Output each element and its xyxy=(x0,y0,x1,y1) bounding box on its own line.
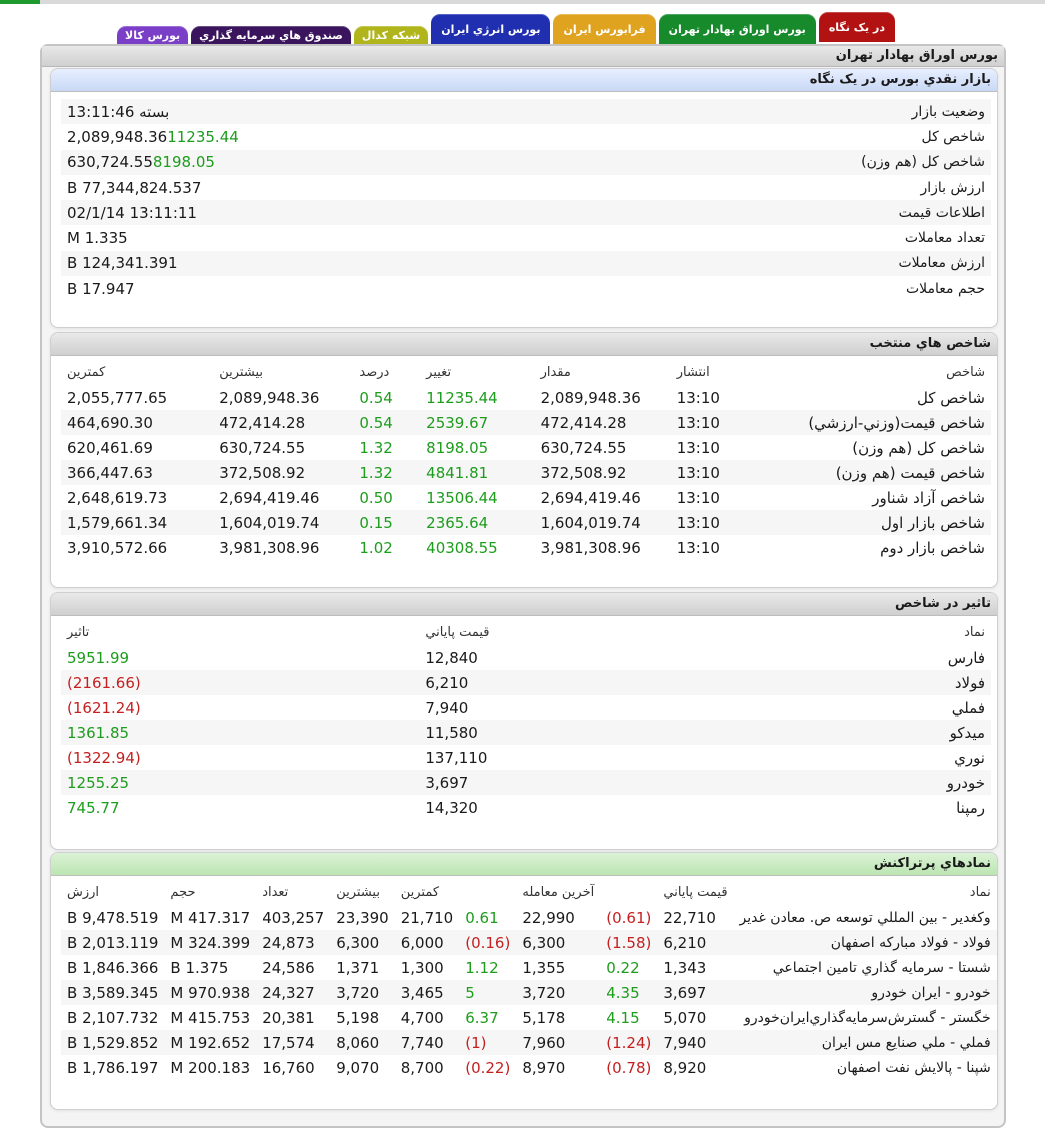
index-cell: 630,724.55 xyxy=(219,438,306,457)
summary-value-cell xyxy=(61,225,610,250)
summary-row xyxy=(61,251,991,276)
indices-header: انتشار xyxy=(671,360,748,385)
market-summary-panel xyxy=(50,68,998,328)
active-high: 23,390 xyxy=(336,908,389,927)
index-impact-title: تاثير در شاخص xyxy=(51,593,997,616)
index-cell: 13:10 xyxy=(676,488,720,507)
active-header: آخرين معامله xyxy=(516,880,600,905)
active-header: تعداد xyxy=(256,880,330,905)
index-row xyxy=(61,510,991,535)
index-cell: 4841.81 xyxy=(420,460,534,485)
active-close-change: (0.61) xyxy=(606,908,652,927)
impact-symbol[interactable]: خودرو xyxy=(787,770,991,795)
index-cell: 13:10 xyxy=(676,388,720,407)
active-volume: 200.183 M xyxy=(170,1058,251,1077)
index-cell: 1,604,019.74 xyxy=(535,510,671,535)
impact-header: نماد xyxy=(787,620,991,645)
summary-value-cell xyxy=(61,276,610,301)
impact-value: 5951.99 xyxy=(67,648,130,667)
impact-header: تاثير xyxy=(61,620,419,645)
active-close-change: 4.35 xyxy=(600,980,657,1005)
page-title: بورس اوراق بهادار تهران xyxy=(42,46,1004,67)
index-cell: شاخص قيمت (هم وزن) xyxy=(747,460,991,485)
active-header xyxy=(600,880,657,905)
index-cell: 630,724.55 xyxy=(540,438,627,457)
index-cell: 372,508.92 xyxy=(535,460,671,485)
active-count: 24,327 xyxy=(256,980,330,1005)
active-last-price: 22,990 xyxy=(522,908,575,927)
top-strip xyxy=(0,0,1045,4)
index-cell: 1.02 xyxy=(359,538,393,557)
summary-row xyxy=(61,175,991,200)
summary-row xyxy=(61,276,991,301)
index-cell: 1.32 xyxy=(353,460,420,485)
active-row xyxy=(61,1030,997,1055)
active-symbol[interactable]: خودرو - ايران خودرو xyxy=(734,980,997,1005)
active-symbol[interactable]: شستا - سرمايه گذاري تامين اجتماعي xyxy=(772,959,991,976)
active-low: 1,300 xyxy=(400,958,444,977)
impact-row xyxy=(61,770,991,795)
indices-header: کمترين xyxy=(61,360,213,385)
impact-row xyxy=(61,795,991,820)
market-summary-table xyxy=(61,99,991,301)
active-high: 6,300 xyxy=(330,930,395,955)
index-row xyxy=(61,460,991,485)
impact-symbol[interactable]: رمپنا xyxy=(956,798,985,817)
index-cell: 2,055,777.65 xyxy=(67,388,168,407)
active-symbol[interactable]: فملي - ملي صنايع مس ايران xyxy=(734,1030,997,1055)
active-high: 8,060 xyxy=(330,1030,395,1055)
active-low: 8,700 xyxy=(400,1058,444,1077)
summary-label: شاخص کل xyxy=(921,128,985,145)
active-volume: 192.652 M xyxy=(164,1030,256,1055)
active-last-price: 3,720 xyxy=(516,980,600,1005)
impact-value: (1621.24) xyxy=(67,698,141,717)
active-row xyxy=(61,1005,997,1030)
active-header: حجم xyxy=(164,880,256,905)
active-close-change: (1.58) xyxy=(600,930,657,955)
summary-label: ارزش بازار xyxy=(920,179,985,196)
indices-header: تغيير xyxy=(420,360,534,385)
index-cell: 2365.64 xyxy=(420,510,534,535)
tab-4[interactable]: شبکه کدال xyxy=(354,26,428,44)
active-symbol[interactable]: شپنا - پالايش نفت اصفهان xyxy=(836,1059,991,1076)
index-impact-table xyxy=(61,620,991,820)
active-header: بيشترين xyxy=(330,880,395,905)
impact-price: 14,320 xyxy=(425,798,478,817)
most-active-table xyxy=(61,880,997,1080)
index-row xyxy=(61,410,991,435)
summary-value: 2,089,948.36 xyxy=(67,127,168,146)
index-cell: 366,447.63 xyxy=(61,460,213,485)
index-cell: 0.15 xyxy=(353,510,420,535)
active-last-change: 0.61 xyxy=(465,908,499,927)
active-value: 9,478.519 B xyxy=(67,908,159,927)
index-cell: 0.54 xyxy=(359,388,393,407)
active-volume: 1.375 B xyxy=(170,958,229,977)
active-volume: 417.317 M xyxy=(170,908,251,927)
summary-value: 17.947 B xyxy=(67,279,135,298)
impact-value: 745.77 xyxy=(67,798,120,817)
impact-price: 137,110 xyxy=(425,748,488,767)
impact-header-row xyxy=(61,620,991,645)
summary-value-cell xyxy=(61,251,610,276)
index-cell: 2,089,948.36 xyxy=(219,388,320,407)
active-count: 24,586 xyxy=(262,958,315,977)
summary-label: تعداد معاملات xyxy=(904,230,985,247)
active-header xyxy=(459,880,516,905)
tab-bar xyxy=(117,14,895,46)
active-header: ارزش xyxy=(61,880,164,905)
impact-row xyxy=(61,670,991,695)
active-low: 21,710 xyxy=(400,908,454,927)
active-last-change: (0.16) xyxy=(459,930,516,955)
active-close-price: 1,343 xyxy=(663,958,707,977)
index-cell: 40308.55 xyxy=(426,538,498,557)
impact-price: 12,840 xyxy=(425,648,478,667)
market-summary-title: بازار نقدي بورس در يک نگاه xyxy=(51,69,997,92)
summary-label: اطلاعات قيمت xyxy=(610,200,992,225)
impact-price: 6,210 xyxy=(419,670,786,695)
impact-value: 1361.85 xyxy=(61,720,419,745)
active-low: 6,000 xyxy=(395,930,460,955)
active-volume: 324.399 M xyxy=(164,930,256,955)
active-high: 3,720 xyxy=(330,980,395,1005)
active-close-price: 8,920 xyxy=(663,1058,707,1077)
summary-label: ارزش معاملات xyxy=(610,251,992,276)
impact-price: 7,940 xyxy=(425,698,469,717)
summary-value: 13:11:11 02/1/14 xyxy=(67,203,197,222)
index-cell: 372,508.92 xyxy=(213,460,353,485)
active-high: 5,198 xyxy=(336,1008,380,1027)
summary-value: 630,724.55 xyxy=(67,153,153,172)
index-cell: 13:10 xyxy=(671,460,748,485)
summary-value-cell xyxy=(61,175,610,200)
summary-value-cell xyxy=(61,124,610,149)
active-close-price: 7,940 xyxy=(657,1030,733,1055)
index-cell: 620,461.69 xyxy=(67,438,153,457)
index-row xyxy=(61,385,991,410)
active-low: 4,700 xyxy=(400,1008,444,1027)
impact-symbol[interactable]: فولاد xyxy=(787,670,991,695)
active-last-price: 8,970 xyxy=(522,1058,566,1077)
index-row xyxy=(61,485,991,510)
impact-symbol[interactable]: فارس xyxy=(947,648,985,667)
active-volume: 415.753 M xyxy=(170,1008,251,1027)
impact-row xyxy=(61,745,991,770)
impact-value: (1322.94) xyxy=(67,748,141,767)
impact-symbol[interactable]: فملي xyxy=(951,698,985,717)
index-row xyxy=(61,435,991,460)
active-value: 3,589.345 B xyxy=(61,980,164,1005)
active-low: 7,740 xyxy=(395,1030,460,1055)
index-cell: 3,981,308.96 xyxy=(540,538,641,557)
impact-value: 1255.25 xyxy=(61,770,419,795)
tab-3[interactable]: بورس انرژي ايران xyxy=(431,14,550,44)
index-row xyxy=(61,535,991,560)
active-close-price: 5,070 xyxy=(663,1008,707,1027)
active-value: 2,013.119 B xyxy=(61,930,164,955)
index-cell: 3,981,308.96 xyxy=(219,538,320,557)
active-row xyxy=(61,955,997,980)
active-high: 9,070 xyxy=(336,1058,380,1077)
index-cell: 472,414.28 xyxy=(213,410,353,435)
index-cell: شاخص بازار اول xyxy=(747,510,991,535)
active-volume: 970.938 M xyxy=(164,980,256,1005)
active-last-change: 5 xyxy=(459,980,516,1005)
summary-row xyxy=(61,124,991,149)
impact-symbol[interactable]: ميدکو xyxy=(787,720,991,745)
summary-label: شاخص کل (هم وزن) xyxy=(610,150,992,175)
index-cell: 1,579,661.34 xyxy=(61,510,213,535)
index-cell: 13:10 xyxy=(671,410,748,435)
active-value: 1,846.366 B xyxy=(67,958,159,977)
summary-label: وضعيت بازار xyxy=(610,99,992,124)
summary-row xyxy=(61,225,991,250)
index-cell: شاخص کل (هم وزن) xyxy=(852,438,985,457)
indices-header: مقدار xyxy=(535,360,671,385)
active-value: 1,786.197 B xyxy=(67,1058,159,1077)
impact-header: قيمت پاياني xyxy=(419,620,786,645)
index-cell: 13:10 xyxy=(676,538,720,557)
active-close-price: 3,697 xyxy=(657,980,733,1005)
active-header-row xyxy=(61,880,997,905)
index-cell: شاخص قيمت(وزني-ارزشي) xyxy=(747,410,991,435)
index-cell: 3,910,572.66 xyxy=(67,538,168,557)
index-cell: 0.50 xyxy=(359,488,393,507)
index-cell: 2,089,948.36 xyxy=(540,388,641,407)
active-low: 3,465 xyxy=(395,980,460,1005)
summary-change: 8198.05 xyxy=(152,153,215,172)
active-count: 403,257 xyxy=(262,908,325,927)
active-last-price: 6,300 xyxy=(516,930,600,955)
tab-5[interactable]: صندوق هاي سرمايه گذاري xyxy=(191,26,351,44)
selected-indices-panel xyxy=(50,332,998,588)
impact-row xyxy=(61,695,991,720)
active-count: 17,574 xyxy=(256,1030,330,1055)
active-last-change: 1.12 xyxy=(465,958,499,977)
tab-1[interactable]: بورس اوراق بهادار تهران xyxy=(659,14,816,44)
active-row xyxy=(61,930,997,955)
active-row xyxy=(61,1055,997,1080)
active-last-price: 7,960 xyxy=(516,1030,600,1055)
index-cell: 0.54 xyxy=(353,410,420,435)
active-close-price: 6,210 xyxy=(657,930,733,955)
summary-value-cell xyxy=(61,200,610,225)
index-cell: 2,648,619.73 xyxy=(67,488,168,507)
tab-0[interactable]: در يک نگاه xyxy=(819,12,895,42)
active-close-change: (0.78) xyxy=(606,1058,652,1077)
index-cell: 1.32 xyxy=(359,438,393,457)
summary-value: 77,344,824.537 B xyxy=(67,178,202,197)
active-symbol[interactable]: وکغدير - بين المللي توسعه ص. معادن غدير xyxy=(739,909,991,926)
index-cell: شاخص کل xyxy=(916,388,985,407)
active-last-change: 6.37 xyxy=(465,1008,499,1027)
active-last-price: 5,178 xyxy=(522,1008,566,1027)
index-cell: 2,694,419.46 xyxy=(540,488,641,507)
index-impact-panel xyxy=(50,592,998,850)
impact-price: 11,580 xyxy=(419,720,786,745)
active-header: قيمت پاياني xyxy=(657,880,733,905)
active-row xyxy=(61,980,997,1005)
active-close-change: (1.24) xyxy=(600,1030,657,1055)
active-close-price: 22,710 xyxy=(663,908,716,927)
active-header: کمترين xyxy=(395,880,460,905)
index-cell: 11235.44 xyxy=(426,388,498,407)
summary-value: 1.335 M xyxy=(67,229,128,248)
indices-header: بيشترين xyxy=(213,360,353,385)
active-symbol[interactable]: خگستر - گسترش‌سرمايه‌گذاري‌ايران‌خودرو xyxy=(744,1009,991,1026)
impact-row xyxy=(61,645,991,670)
tab-2[interactable]: فرابورس ايران xyxy=(553,14,655,44)
summary-row xyxy=(61,99,991,124)
active-header: نماد xyxy=(734,880,997,905)
active-close-change: 0.22 xyxy=(606,958,640,977)
impact-price: 3,697 xyxy=(419,770,786,795)
summary-row xyxy=(61,150,991,175)
most-active-title: نمادهاي پرتراکنش xyxy=(51,853,997,876)
active-count: 20,381 xyxy=(262,1008,315,1027)
top-strip-accent xyxy=(0,0,40,4)
index-cell: 13506.44 xyxy=(426,488,498,507)
active-last-change: (0.22) xyxy=(465,1058,511,1077)
index-cell: 8198.05 xyxy=(426,438,489,457)
summary-row xyxy=(61,200,991,225)
selected-indices-title: شاخص هاي منتخب xyxy=(51,333,997,356)
index-cell: 13:10 xyxy=(671,510,748,535)
most-active-panel xyxy=(50,852,998,1110)
active-close-change: 4.15 xyxy=(606,1008,640,1027)
indices-header-row xyxy=(61,360,991,385)
index-cell: شاخص آزاد شناور xyxy=(872,488,985,507)
active-last-price: 1,355 xyxy=(522,958,566,977)
active-value: 2,107.732 B xyxy=(67,1008,159,1027)
index-cell: 2539.67 xyxy=(420,410,534,435)
summary-change: 11235.44 xyxy=(167,127,239,146)
index-cell: 13:10 xyxy=(676,438,720,457)
summary-value-cell xyxy=(61,99,610,124)
summary-label: حجم معاملات xyxy=(905,280,985,297)
active-count: 24,873 xyxy=(256,930,330,955)
impact-row xyxy=(61,720,991,745)
summary-value: بسته 13:11:46 xyxy=(67,102,170,121)
indices-header: درصد xyxy=(353,360,420,385)
selected-indices-table xyxy=(61,360,991,560)
active-value: 1,529.852 B xyxy=(61,1030,164,1055)
summary-value: 124,341.391 B xyxy=(67,254,178,273)
index-cell: 2,694,419.46 xyxy=(219,488,320,507)
active-symbol[interactable]: فولاد - فولاد مبارکه اصفهان xyxy=(734,930,997,955)
active-count: 16,760 xyxy=(262,1058,315,1077)
index-cell: شاخص بازار دوم xyxy=(880,538,985,557)
index-cell: 1,604,019.74 xyxy=(213,510,353,535)
index-cell: 464,690.30 xyxy=(61,410,213,435)
summary-value-cell xyxy=(61,150,610,175)
impact-symbol[interactable]: نوري xyxy=(954,748,985,767)
impact-value: (2161.66) xyxy=(61,670,419,695)
index-cell: 472,414.28 xyxy=(535,410,671,435)
indices-header: شاخص xyxy=(747,360,991,385)
tab-6[interactable]: بورس کالا xyxy=(117,26,188,44)
active-row xyxy=(61,905,997,930)
active-high: 1,371 xyxy=(336,958,380,977)
active-last-change: (1) xyxy=(459,1030,516,1055)
